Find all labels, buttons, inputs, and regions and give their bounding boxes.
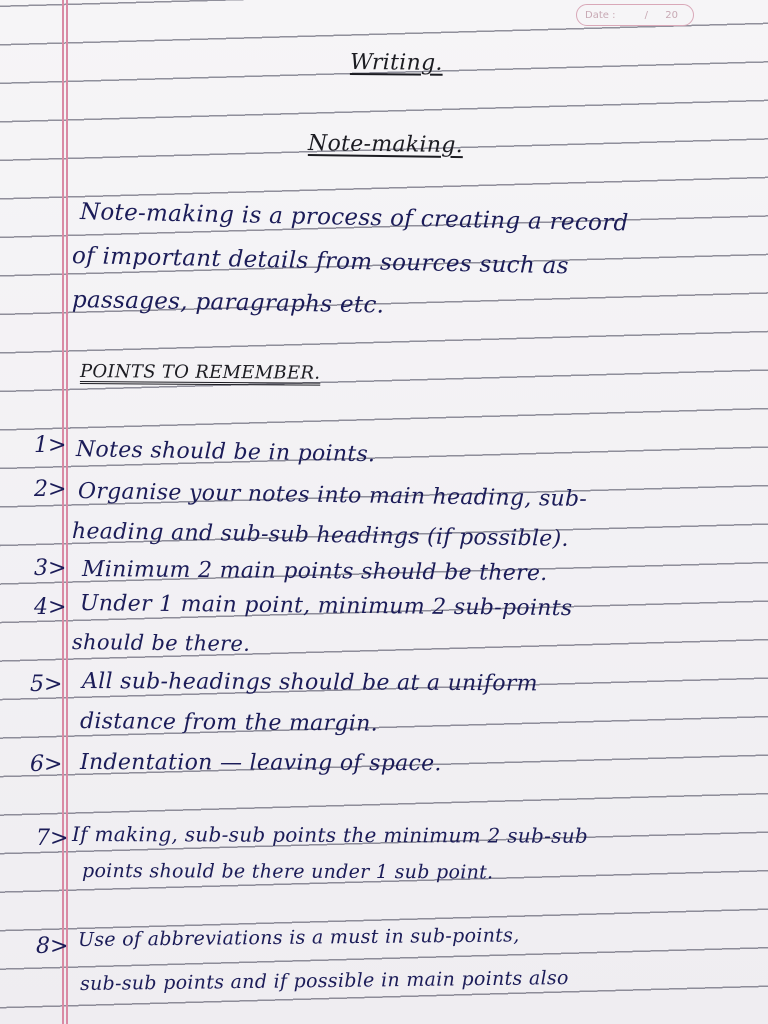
- point-text: should be there.: [71, 630, 251, 656]
- page-title: Writing.: [349, 50, 443, 76]
- point-number: 7>: [36, 826, 69, 851]
- point-number: 8>: [36, 934, 69, 959]
- point-text: distance from the margin.: [79, 709, 379, 737]
- point-text: Indentation — leaving of space.: [79, 750, 442, 777]
- point-text: Minimum 2 main points should be there.: [81, 557, 548, 587]
- definition-line: of important details from sources such as: [71, 243, 569, 280]
- date-separator: /: [644, 10, 649, 21]
- date-year: 20: [665, 10, 678, 21]
- point-text: Organise your notes into main heading, sub-: [77, 479, 588, 512]
- point-number: 6>: [30, 752, 63, 777]
- date-box: [576, 4, 694, 26]
- point-number: 5>: [30, 672, 63, 697]
- date-label: Date :: [585, 10, 616, 21]
- point-text: Use of abbreviations is a must in sub-points,: [77, 924, 520, 951]
- point-number: 1>: [34, 433, 67, 458]
- point-text: All sub-headings should be at a uniform: [81, 669, 538, 697]
- point-number: 4>: [34, 595, 67, 620]
- margin-line: [62, 0, 64, 1024]
- point-text: If making, sub-sub points the minimum 2 sub-sub: [71, 822, 589, 848]
- point-text: Notes should be in points.: [75, 437, 376, 468]
- point-number: 2>: [34, 477, 67, 502]
- point-text: points should be there under 1 sub point.: [81, 860, 494, 884]
- point-text: Under 1 main point, minimum 2 sub-points: [79, 591, 573, 622]
- points-heading: POINTS TO REMEMBER.: [79, 361, 321, 384]
- definition-line: Note-making is a process of creating a record: [79, 199, 629, 237]
- margin-line: [66, 0, 68, 1024]
- page-subtitle: Note-making.: [307, 131, 464, 159]
- point-number: 3>: [34, 556, 67, 581]
- definition-line: passages, paragraphs etc.: [71, 287, 385, 319]
- point-text: sub-sub points and if possible in main points also: [79, 967, 569, 995]
- point-text: heading and sub-sub headings (if possible).: [71, 519, 569, 552]
